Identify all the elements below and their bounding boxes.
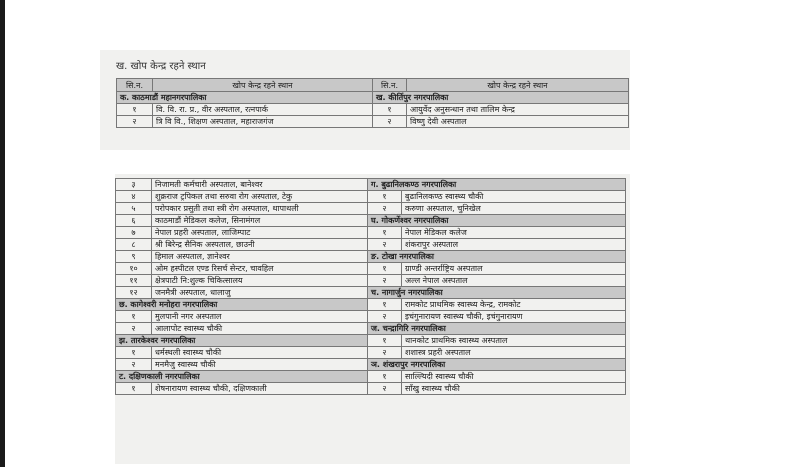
serial-number: १ — [368, 227, 402, 239]
table-row — [117, 104, 629, 116]
vaccination-table-1 — [116, 78, 629, 128]
serial-number: १ — [117, 104, 153, 116]
vaccination-place: नेपाल मेडिकल कलेज — [402, 227, 626, 239]
table-row — [116, 203, 626, 215]
serial-number: १ — [116, 383, 152, 395]
vaccination-place: ग्राण्डी अन्तर्राष्ट्रिय अस्पताल — [402, 263, 626, 275]
vaccination-place: विष्णु देवी अस्पताल — [407, 116, 629, 128]
vaccination-place: निजामती कर्मचारी अस्पताल, बानेश्वर — [152, 179, 368, 191]
serial-number: २ — [373, 116, 407, 128]
serial-number: २ — [368, 383, 402, 395]
table-row — [116, 227, 626, 239]
vaccination-place: मनमैजु स्वास्थ्य चौकी — [152, 359, 368, 371]
serial-number: १ — [368, 299, 402, 311]
vaccination-place: आलापोट स्वास्थ्य चौकी — [152, 323, 368, 335]
vaccination-place: शुक्रराज ट्रपिकल तथा सरुवा रोग अस्पताल, टेकु — [152, 191, 368, 203]
vaccination-place: धर्मस्थली स्वास्थ्य चौकी — [152, 347, 368, 359]
table-row — [116, 323, 626, 335]
vaccination-place: श्री बिरेन्द्र सैनिक अस्पताल, छाउनी — [152, 239, 368, 251]
serial-number: ३ — [116, 179, 152, 191]
group-heading: च. नागार्जुन नगरपालिका — [368, 287, 626, 299]
serial-number: ८ — [116, 239, 152, 251]
serial-number: ५ — [116, 203, 152, 215]
serial-number: २ — [117, 116, 153, 128]
table-row — [117, 116, 629, 128]
vaccination-place: बुढानिलकण्ठ स्वास्थ्य चौकी — [402, 191, 626, 203]
serial-number: ९ — [116, 251, 152, 263]
group-heading: ट. दक्षिणकाली नगरपालिका — [116, 371, 368, 383]
table-row — [116, 383, 626, 395]
vaccination-place: हिमाल अस्पताल, ज्ञानेश्वर — [152, 251, 368, 263]
serial-number: २ — [116, 323, 152, 335]
group-row — [117, 92, 629, 104]
vaccination-table-2 — [115, 178, 626, 395]
sn-header: सि.न. — [373, 79, 407, 92]
document-section-2 — [115, 174, 630, 464]
vaccination-place: शशास्त्र प्रहरी अस्पताल — [402, 347, 626, 359]
vaccination-place: आयुर्वेद अनुसन्धान तथा तालिम केन्द्र — [407, 104, 629, 116]
window-edge — [0, 0, 5, 467]
table-row — [116, 263, 626, 275]
vaccination-place: शेषनारायण स्वास्थ्य चौकी, दक्षिणकाली — [152, 383, 368, 395]
serial-number: ६ — [116, 215, 152, 227]
sn-header: सि.न. — [117, 79, 153, 92]
group-heading: ख. कीर्तिपुर नगरपालिका — [373, 92, 629, 104]
serial-number: १ — [368, 371, 402, 383]
vaccination-place: नेपाल प्रहरी अस्पताल, लाजिम्पाट — [152, 227, 368, 239]
serial-number: १० — [116, 263, 152, 275]
serial-number: १ — [116, 311, 152, 323]
table-row — [116, 179, 626, 191]
group-heading: झ. तारकेश्वर नगरपालिका — [116, 335, 368, 347]
table-row — [116, 191, 626, 203]
serial-number: २ — [368, 347, 402, 359]
section-title: ख. खोप केन्द्र रहने स्थान — [116, 61, 206, 72]
serial-number: १ — [373, 104, 407, 116]
table-row — [116, 371, 626, 383]
table-row — [116, 311, 626, 323]
serial-number: २ — [368, 311, 402, 323]
vaccination-place: ओम हस्पीटल एण्ड रिसर्च सेन्टर, चावहिल — [152, 263, 368, 275]
group-heading: ञ. शंखरापुर नगरपालिका — [368, 359, 626, 371]
table-row — [116, 215, 626, 227]
serial-number: ११ — [116, 275, 152, 287]
serial-number: २ — [368, 275, 402, 287]
table-row — [116, 251, 626, 263]
vaccination-place: इचंगुनारायण स्वास्थ्य चौकी, इचंगुनारायण — [402, 311, 626, 323]
vaccination-place: शंकरापुर अस्पताल — [402, 239, 626, 251]
serial-number: १ — [368, 191, 402, 203]
vaccination-place: मुलपानी नगर अस्पताल — [152, 311, 368, 323]
table-row — [116, 239, 626, 251]
serial-number: २ — [368, 239, 402, 251]
serial-number: ४ — [116, 191, 152, 203]
document-section-1 — [100, 50, 630, 150]
group-heading: घ. गोकर्णेश्वर नगरपालिका — [368, 215, 626, 227]
table-row — [116, 359, 626, 371]
table-row — [116, 347, 626, 359]
serial-number: ७ — [116, 227, 152, 239]
group-heading: छ. कागेश्वरी मनोहरा नगरपालिका — [116, 299, 368, 311]
serial-number: १ — [116, 347, 152, 359]
table-row — [116, 299, 626, 311]
vaccination-place: काठमाडौं मेडिकल कलेज, सिनामंगल — [152, 215, 368, 227]
vaccination-place: अल्ल नेपाल अस्पताल — [402, 275, 626, 287]
serial-number: १ — [368, 263, 402, 275]
table-row — [116, 287, 626, 299]
group-heading: क. काठमाडौं महानगरपालिका — [117, 92, 373, 104]
vaccination-place: वि. वि. रा. प्र., वीर अस्पताल, रत्नपार्क — [153, 104, 373, 116]
vaccination-place: रामकोट प्राथमिक स्वास्थ्य केन्द्र, रामकोट — [402, 299, 626, 311]
serial-number: १२ — [116, 287, 152, 299]
group-heading: ज. चन्द्रागिरि नगरपालिका — [368, 323, 626, 335]
place-header: खोप केन्द्र रहने स्थान — [407, 79, 629, 92]
serial-number: २ — [116, 359, 152, 371]
vaccination-place: जनमैत्री अस्पताल, धालाजु — [152, 287, 368, 299]
vaccination-place: करुणा अस्पताल, चुनिखेल — [402, 203, 626, 215]
vaccination-place: क्षेत्रपाटी नि:शुल्क चिकित्सालय — [152, 275, 368, 287]
vaccination-place: परोपकार प्रसुती तथा स्त्री रोग अस्पताल, थापाथली — [152, 203, 368, 215]
table-row — [116, 275, 626, 287]
header-row — [117, 79, 629, 92]
vaccination-place: साँखु स्वास्थ्य चौकी — [402, 383, 626, 395]
vaccination-place: थानकोट प्राथमिक स्वास्थ्य अस्पताल — [402, 335, 626, 347]
table-row — [116, 335, 626, 347]
serial-number: १ — [368, 335, 402, 347]
serial-number: २ — [368, 203, 402, 215]
vaccination-place: त्रि वि वि., शिक्षण अस्पताल, महाराजगंज — [153, 116, 373, 128]
group-heading: ङ. टोखा नगरपालिका — [368, 251, 626, 263]
place-header: खोप केन्द्र रहने स्थान — [153, 79, 373, 92]
vaccination-place: साल्ल्यिदी स्वास्थ्य चौकी — [402, 371, 626, 383]
group-heading: ग. बुढानिलकण्ठ नगरपालिका — [368, 179, 626, 191]
